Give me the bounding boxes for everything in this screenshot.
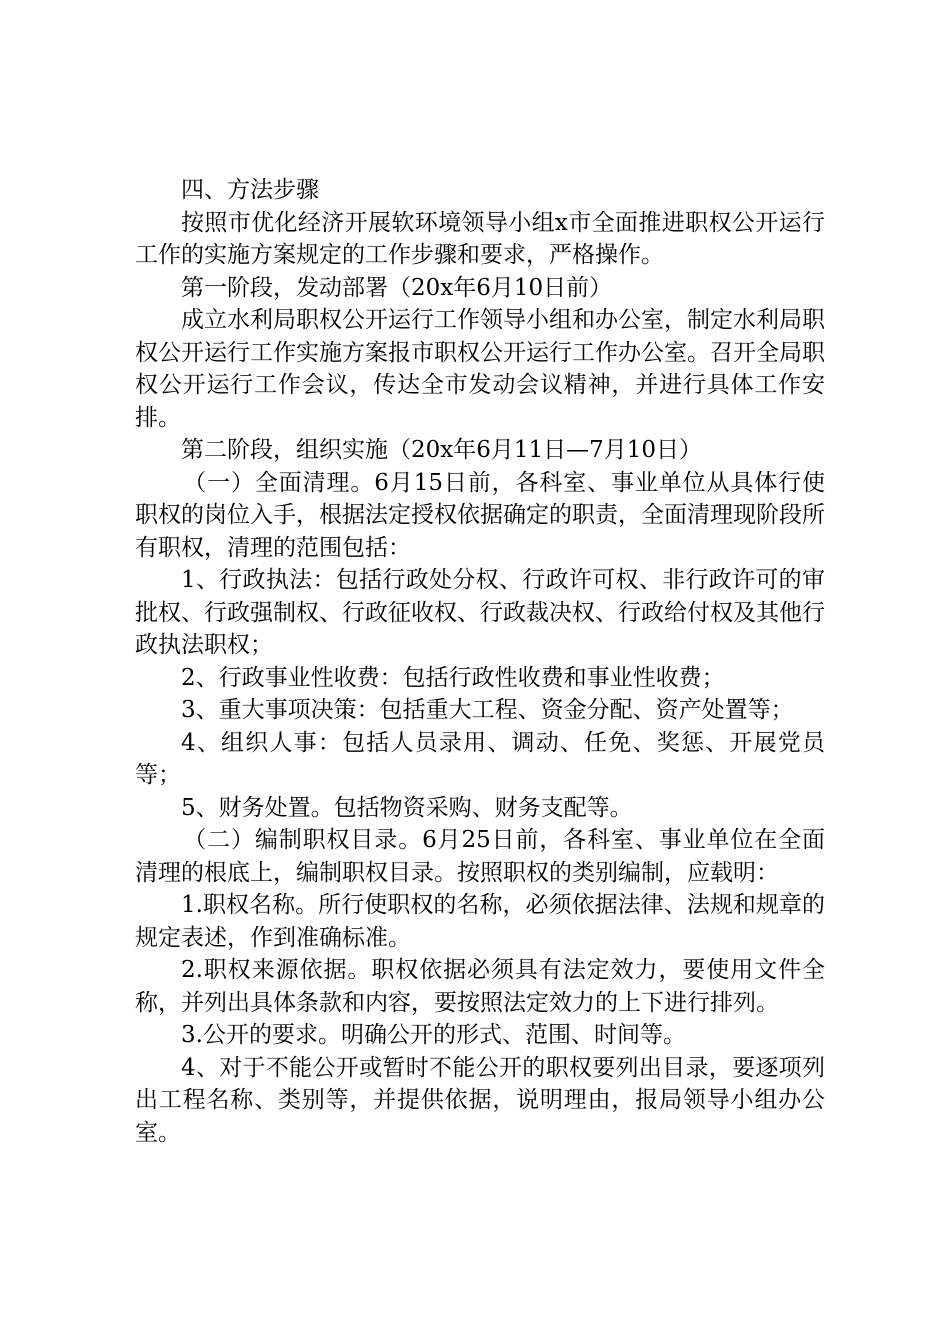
- list-item-power-name: 1.职权名称。所行使职权的名称，必须依据法律、法规和规章的规定表述，作到准确标准。: [135, 892, 825, 951]
- stage-two-heading: 第二阶段，组织实施（20x年6月11日—7月10日）: [181, 437, 703, 463]
- paragraph-full-cleanup: （一）全面清理。6月15日前，各科室、事业单位从具体行使职权的岗位入手，根据法定授权依据确定的职责，全面清理现阶段所有职权，清理的范围包括：: [135, 469, 825, 561]
- paragraph-compile-catalog: （二）编制职权目录。6月25日前，各科室、事业单位在全面清理的根底上，编制职权目录。按照职权的类别编制，应载明：: [135, 827, 825, 886]
- stage-one-heading: 第一阶段，发动部署（20x年6月10日前）: [181, 274, 613, 301]
- list-item-personnel: 4、组织人事：包括人员录用、调动、任免、奖惩、开展党员等；: [135, 729, 825, 788]
- document-body: [135, 174, 825, 1149]
- list-item-disclosure-requirements: 3.公开的要求。明确公开的形式、范围、时间等。: [181, 1022, 686, 1048]
- list-item-finance: 5、财务处置。包括物资采购、财务支配等。: [181, 794, 633, 821]
- list-item-administrative-enforcement: 1、行政执法：包括行政处分权、行政许可权、非行政许可的审批权、行政强制权、行政征收权、行政裁决权、行政给付权及其他行政执法职权；: [135, 567, 825, 658]
- paragraph-intro: 按照市优化经济开展软环境领导小组x市全面推进职权公开运行工作的实施方案规定的工作步骤和要求，严格操作。: [135, 209, 825, 268]
- list-item-major-decisions: 3、重大事项决策：包括重大工程、资金分配、资产处置等；: [181, 697, 794, 723]
- paragraph-stage-one: 成立水利局职权公开运行工作领导小组和办公室，制定水利局职权公开运行工作实施方案报市职权公开运行工作办公室。召开全局职权公开运行工作会议，传达全市发动会议精神，并进行具体工作安排。: [135, 307, 825, 431]
- list-item-power-source: 2.职权来源依据。职权依据必须具有法定效力，要使用文件全称，并列出具体条款和内容，要按照法定效力的上下进行排列。: [135, 957, 825, 1016]
- list-item-fees: 2、行政事业性收费：包括行政性收费和事业性收费；: [181, 664, 725, 691]
- section-heading-methods: 四、方法步骤: [181, 177, 319, 203]
- list-item-non-disclosure: 4、对于不能公开或暂时不能公开的职权要列出目录，要逐项列出工程名称、类别等，并提供依据，说明理由，报局领导小组办公室。: [135, 1054, 825, 1146]
